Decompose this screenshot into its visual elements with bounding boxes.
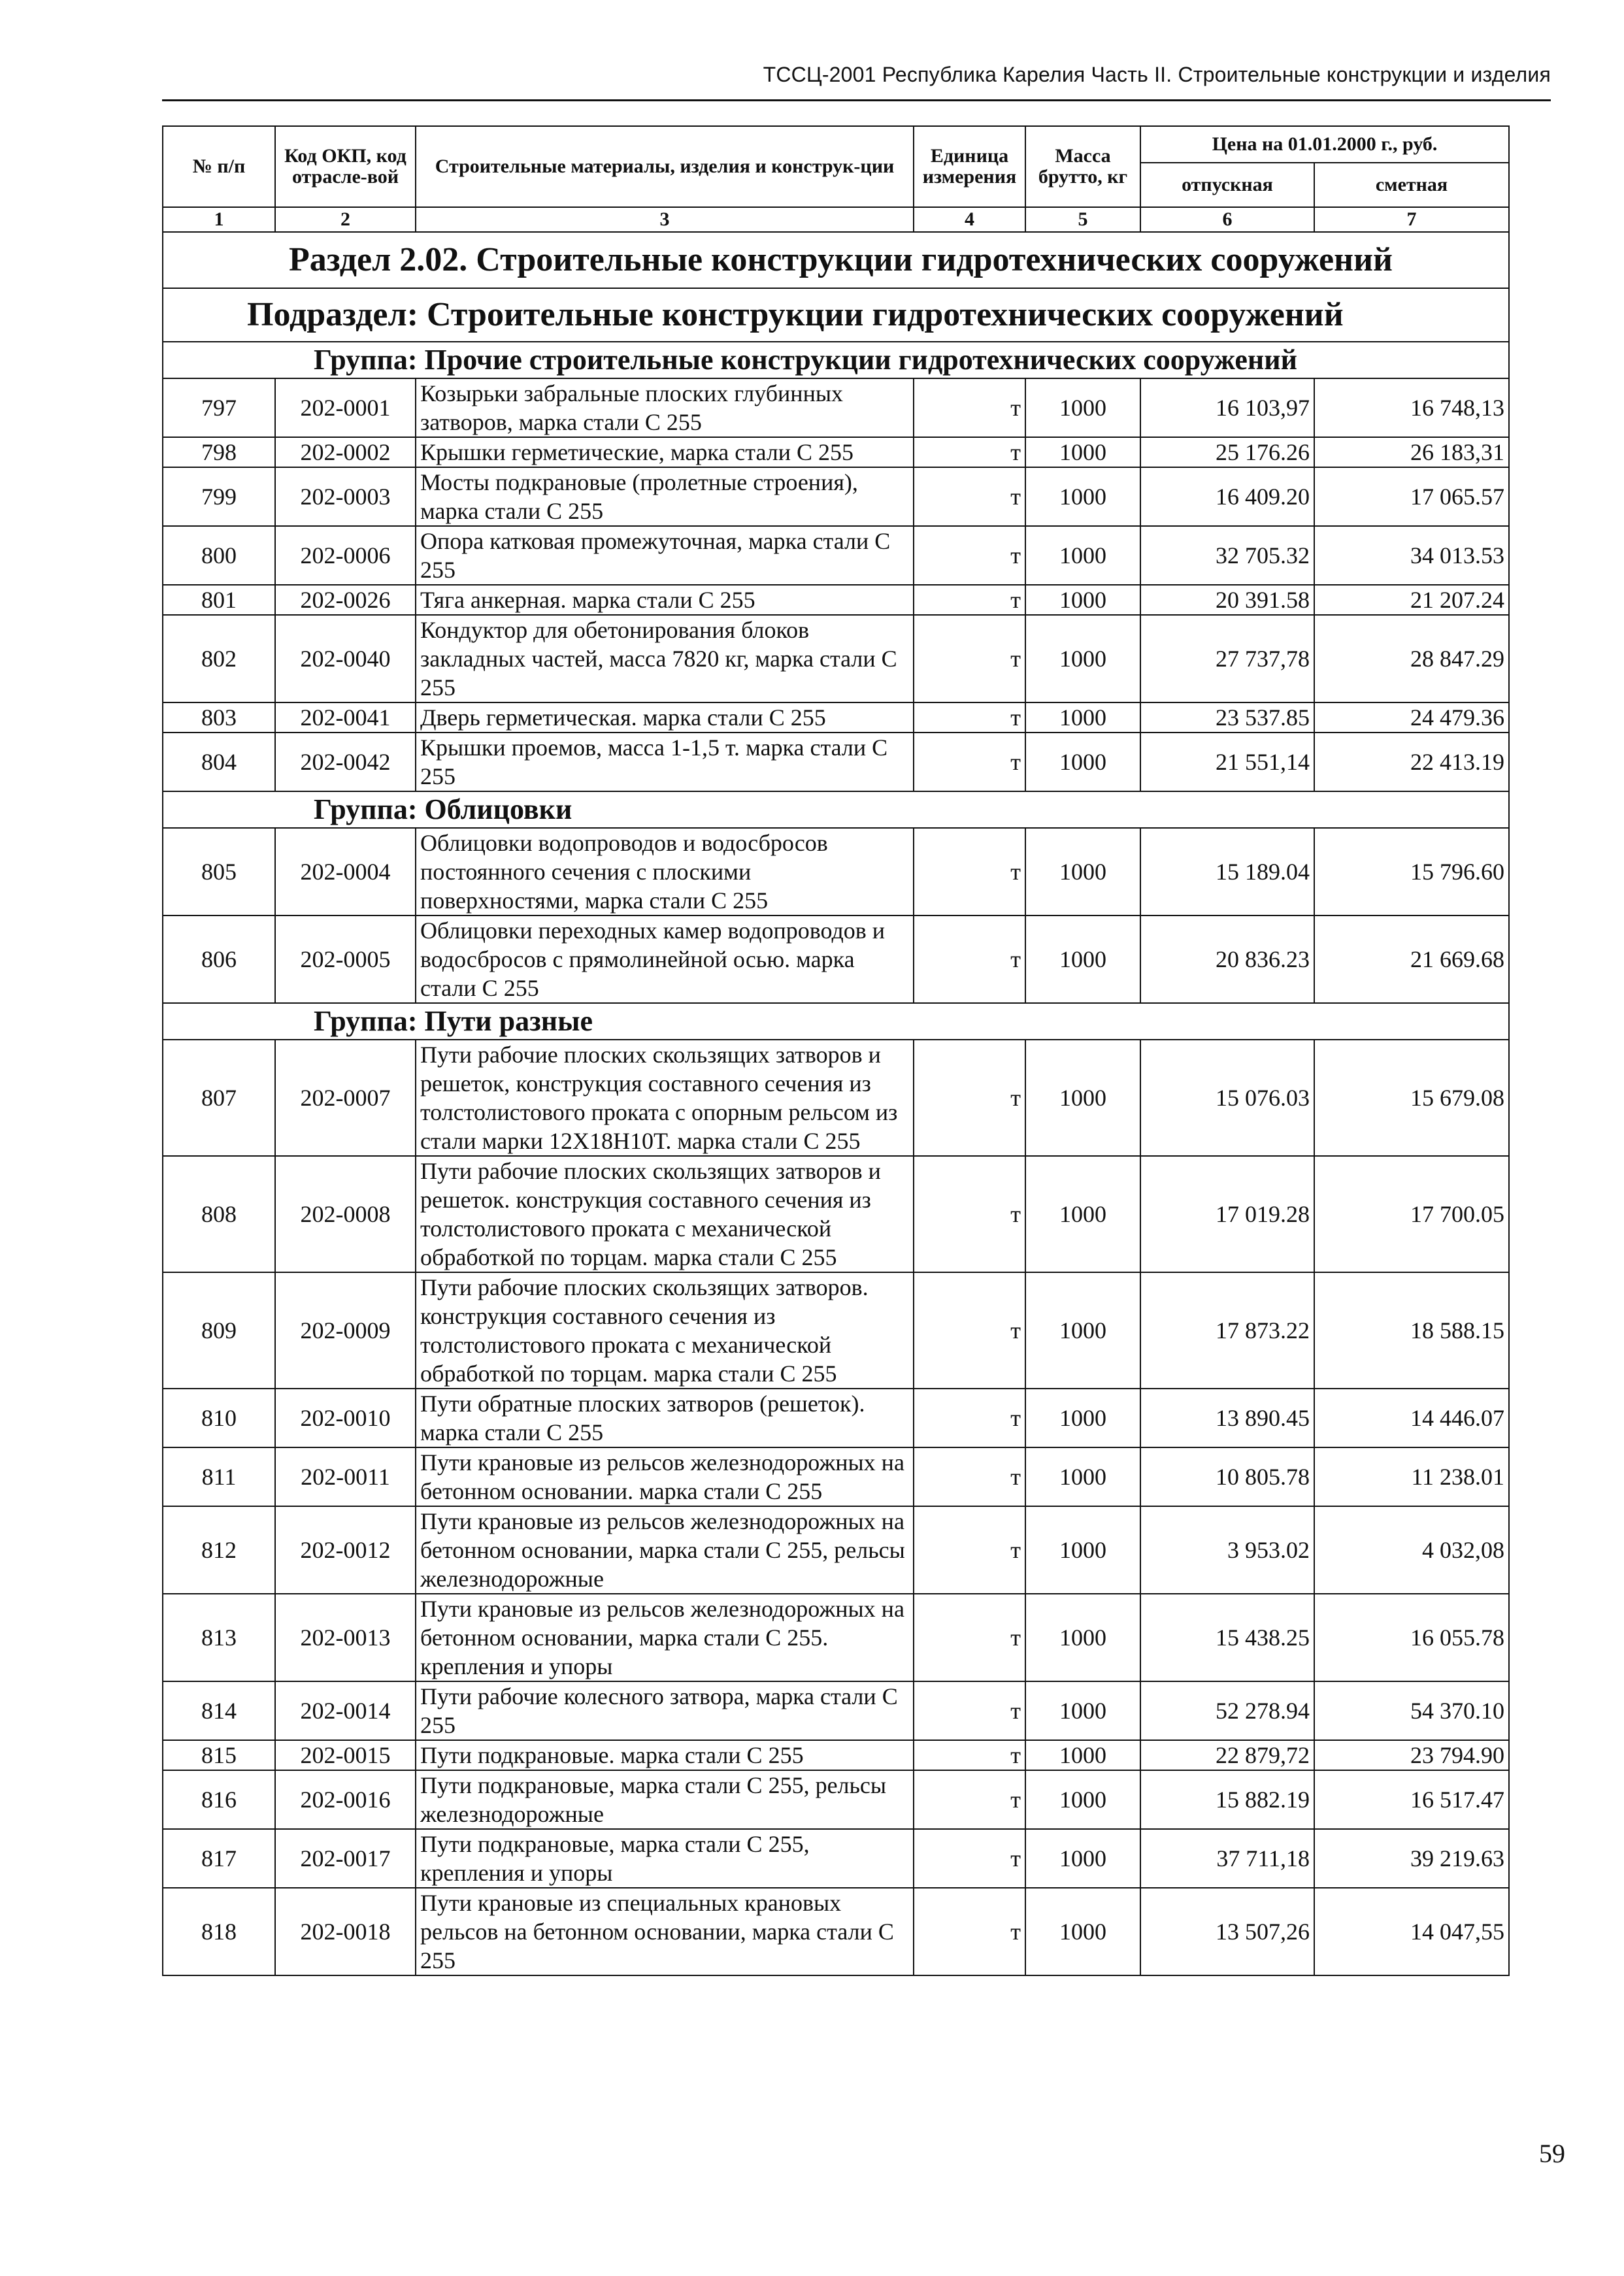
- row-number: 814: [163, 1681, 275, 1740]
- okp-code: 202-0008: [275, 1156, 416, 1272]
- price-release-cell: 17 873.22: [1140, 1272, 1314, 1389]
- okp-code: 202-0002: [275, 437, 416, 467]
- mass-cell: 1000: [1025, 467, 1140, 526]
- item-name: Пути подкрановые. марка стали С 255: [416, 1740, 914, 1770]
- price-release-cell: 15 189.04: [1140, 828, 1314, 915]
- price-estimate-cell: 16 748,13: [1314, 378, 1509, 437]
- price-release-cell: 15 438.25: [1140, 1594, 1314, 1681]
- price-estimate-cell: 28 847.29: [1314, 615, 1509, 702]
- col-header-mass: Масса брутто, кг: [1025, 126, 1140, 207]
- row-number: 815: [163, 1740, 275, 1770]
- table-row: [163, 1447, 1509, 1506]
- group-title: Группа: Прочие строительные конструкции гидротехнических сооружений: [163, 342, 1509, 378]
- price-estimate-cell: 14 047,55: [1314, 1888, 1509, 1975]
- price-table: [162, 125, 1510, 1976]
- okp-code: 202-0040: [275, 615, 416, 702]
- mass-cell: 1000: [1025, 615, 1140, 702]
- table-row: [163, 915, 1509, 1003]
- mass-cell: 1000: [1025, 1770, 1140, 1829]
- price-estimate-cell: 24 479.36: [1314, 702, 1509, 733]
- mass-cell: 1000: [1025, 1506, 1140, 1594]
- price-release-cell: 25 176.26: [1140, 437, 1314, 467]
- item-name: Пути рабочие плоских скользящих затворов. конструкция составного сечения из толстолистового проката с механической обработкой по торцам. марка стали С 255: [416, 1272, 914, 1389]
- price-release-cell: 10 805.78: [1140, 1447, 1314, 1506]
- price-estimate-cell: 18 588.15: [1314, 1272, 1509, 1389]
- okp-code: 202-0016: [275, 1770, 416, 1829]
- mass-cell: 1000: [1025, 1272, 1140, 1389]
- table-row: [163, 733, 1509, 791]
- item-name: Тяга анкерная. марка стали С 255: [416, 585, 914, 615]
- price-release-cell: 16 409.20: [1140, 467, 1314, 526]
- unit-cell: т: [914, 1156, 1025, 1272]
- row-number: 808: [163, 1156, 275, 1272]
- col-header-price-estimate: сметная: [1314, 163, 1509, 207]
- price-estimate-cell: 17 700.05: [1314, 1156, 1509, 1272]
- okp-code: 202-0026: [275, 585, 416, 615]
- row-number: 810: [163, 1389, 275, 1447]
- item-name: Пути рабочие плоских скользящих затворов и решеток, конструкция составного сечения из толстолистового проката с опорным рельсом из стали марки 12Х18Н10Т. марка стали С 255: [416, 1040, 914, 1156]
- col-header-name: Строительные материалы, изделия и конструк-ции: [416, 126, 914, 207]
- header-rule: [162, 99, 1551, 101]
- row-number: 813: [163, 1594, 275, 1681]
- item-name: Облицовки водопроводов и водосбросов постоянного сечения с плоскими поверхностями, марка стали С 255: [416, 828, 914, 915]
- okp-code: 202-0003: [275, 467, 416, 526]
- row-number: 804: [163, 733, 275, 791]
- row-number: 817: [163, 1829, 275, 1888]
- table-row: [163, 702, 1509, 733]
- okp-code: 202-0001: [275, 378, 416, 437]
- row-number: 800: [163, 526, 275, 585]
- price-release-cell: 3 953.02: [1140, 1506, 1314, 1594]
- item-name: Пути обратные плоских затворов (решеток). марка стали С 255: [416, 1389, 914, 1447]
- table-row: [163, 1389, 1509, 1447]
- mass-cell: 1000: [1025, 437, 1140, 467]
- okp-code: 202-0014: [275, 1681, 416, 1740]
- row-number: 805: [163, 828, 275, 915]
- table-row: [163, 1681, 1509, 1740]
- okp-code: 202-0042: [275, 733, 416, 791]
- okp-code: 202-0015: [275, 1740, 416, 1770]
- price-estimate-cell: 11 238.01: [1314, 1447, 1509, 1506]
- row-number: 809: [163, 1272, 275, 1389]
- page-number: 59: [1539, 2139, 1565, 2168]
- price-estimate-cell: 23 794.90: [1314, 1740, 1509, 1770]
- group-row: [163, 1003, 1509, 1040]
- table-row: [163, 437, 1509, 467]
- item-name: Пути крановые из рельсов железнодорожных на бетонном основании. марка стали С 255: [416, 1447, 914, 1506]
- price-release-cell: 21 551,14: [1140, 733, 1314, 791]
- table-row: [163, 1040, 1509, 1156]
- col-number: 6: [1140, 207, 1314, 232]
- table-row: [163, 378, 1509, 437]
- okp-code: 202-0009: [275, 1272, 416, 1389]
- row-number: 797: [163, 378, 275, 437]
- table-body: [163, 232, 1509, 1975]
- col-header-price-group: Цена на 01.01.2000 г., руб.: [1140, 126, 1509, 163]
- okp-code: 202-0004: [275, 828, 416, 915]
- price-release-cell: 32 705.32: [1140, 526, 1314, 585]
- price-release-cell: 16 103,97: [1140, 378, 1314, 437]
- unit-cell: т: [914, 702, 1025, 733]
- unit-cell: т: [914, 1770, 1025, 1829]
- table-row: [163, 1770, 1509, 1829]
- item-name: Крышки герметические, марка стали С 255: [416, 437, 914, 467]
- row-number: 801: [163, 585, 275, 615]
- item-name: Крышки проемов, масса 1-1,5 т. марка стали С 255: [416, 733, 914, 791]
- table-row: [163, 467, 1509, 526]
- mass-cell: 1000: [1025, 1389, 1140, 1447]
- unit-cell: т: [914, 615, 1025, 702]
- item-name: Дверь герметическая. марка стали С 255: [416, 702, 914, 733]
- price-estimate-cell: 21 207.24: [1314, 585, 1509, 615]
- okp-code: 202-0005: [275, 915, 416, 1003]
- price-release-cell: 15 076.03: [1140, 1040, 1314, 1156]
- unit-cell: т: [914, 1040, 1025, 1156]
- unit-cell: т: [914, 1272, 1025, 1389]
- price-estimate-cell: 15 679.08: [1314, 1040, 1509, 1156]
- price-release-cell: 20 836.23: [1140, 915, 1314, 1003]
- mass-cell: 1000: [1025, 733, 1140, 791]
- item-name: Пути подкрановые, марка стали С 255, крепления и упоры: [416, 1829, 914, 1888]
- table-row: [163, 585, 1509, 615]
- row-number: 806: [163, 915, 275, 1003]
- col-number: 7: [1314, 207, 1509, 232]
- unit-cell: т: [914, 1447, 1025, 1506]
- unit-cell: т: [914, 1506, 1025, 1594]
- table-row: [163, 526, 1509, 585]
- item-name: Кондуктор для обетонирования блоков закладных частей, масса 7820 кг, марка стали С 255: [416, 615, 914, 702]
- mass-cell: 1000: [1025, 828, 1140, 915]
- unit-cell: т: [914, 1740, 1025, 1770]
- unit-cell: т: [914, 1829, 1025, 1888]
- unit-cell: т: [914, 437, 1025, 467]
- unit-cell: т: [914, 467, 1025, 526]
- okp-code: 202-0041: [275, 702, 416, 733]
- row-number: 798: [163, 437, 275, 467]
- item-name: Пути рабочие колесного затвора, марка стали С 255: [416, 1681, 914, 1740]
- price-release-cell: 17 019.28: [1140, 1156, 1314, 1272]
- unit-cell: т: [914, 1389, 1025, 1447]
- price-estimate-cell: 26 183,31: [1314, 437, 1509, 467]
- okp-code: 202-0018: [275, 1888, 416, 1975]
- unit-cell: т: [914, 526, 1025, 585]
- item-name: Пути крановые из рельсов железнодорожных на бетонном основании, марка стали С 255, рельсы железнодорожные: [416, 1506, 914, 1594]
- col-header-code: Код ОКП, код отрасле-вой: [275, 126, 416, 207]
- mass-cell: 1000: [1025, 1888, 1140, 1975]
- group-title: Группа: Пути разные: [163, 1003, 1509, 1040]
- price-release-cell: 22 879,72: [1140, 1740, 1314, 1770]
- price-release-cell: 13 890.45: [1140, 1389, 1314, 1447]
- okp-code: 202-0006: [275, 526, 416, 585]
- price-release-cell: 15 882.19: [1140, 1770, 1314, 1829]
- price-estimate-cell: 17 065.57: [1314, 467, 1509, 526]
- item-name: Пути рабочие плоских скользящих затворов и решеток. конструкция составного сечения из толстолистового проката с механической обработкой по торцам. марка стали С 255: [416, 1156, 914, 1272]
- price-release-cell: 13 507,26: [1140, 1888, 1314, 1975]
- price-release-cell: 52 278.94: [1140, 1681, 1314, 1740]
- mass-cell: 1000: [1025, 1447, 1140, 1506]
- okp-code: 202-0012: [275, 1506, 416, 1594]
- group-title: Группа: Облицовки: [163, 791, 1509, 828]
- unit-cell: т: [914, 585, 1025, 615]
- table-header: [163, 126, 1509, 232]
- table-row: [163, 1506, 1509, 1594]
- row-number: 812: [163, 1506, 275, 1594]
- row-number: 811: [163, 1447, 275, 1506]
- mass-cell: 1000: [1025, 1829, 1140, 1888]
- unit-cell: т: [914, 733, 1025, 791]
- item-name: Опора катковая промежуточная, марка стали С 255: [416, 526, 914, 585]
- table-row: [163, 1156, 1509, 1272]
- table-row: [163, 1594, 1509, 1681]
- okp-code: 202-0007: [275, 1040, 416, 1156]
- price-estimate-cell: 14 446.07: [1314, 1389, 1509, 1447]
- row-number: 799: [163, 467, 275, 526]
- price-estimate-cell: 4 032,08: [1314, 1506, 1509, 1594]
- item-name: Пути крановые из рельсов железнодорожных на бетонном основании, марка стали С 255. крепления и упоры: [416, 1594, 914, 1681]
- row-number: 818: [163, 1888, 275, 1975]
- subsection-title: Подраздел: Строительные конструкции гидротехнических сооружений: [163, 288, 1509, 342]
- mass-cell: 1000: [1025, 526, 1140, 585]
- item-name: Мосты подкрановые (пролетные строения), марка стали С 255: [416, 467, 914, 526]
- price-estimate-cell: 54 370.10: [1314, 1681, 1509, 1740]
- unit-cell: т: [914, 378, 1025, 437]
- mass-cell: 1000: [1025, 378, 1140, 437]
- okp-code: 202-0011: [275, 1447, 416, 1506]
- row-number: 802: [163, 615, 275, 702]
- table-row: [163, 615, 1509, 702]
- row-number: 807: [163, 1040, 275, 1156]
- table-row: [163, 828, 1509, 915]
- okp-code: 202-0010: [275, 1389, 416, 1447]
- price-estimate-cell: 34 013.53: [1314, 526, 1509, 585]
- price-release-cell: 20 391.58: [1140, 585, 1314, 615]
- price-estimate-cell: 39 219.63: [1314, 1829, 1509, 1888]
- col-header-no: № п/п: [163, 126, 275, 207]
- unit-cell: т: [914, 828, 1025, 915]
- row-number: 803: [163, 702, 275, 733]
- price-estimate-cell: 16 055.78: [1314, 1594, 1509, 1681]
- table-row: [163, 1829, 1509, 1888]
- mass-cell: 1000: [1025, 915, 1140, 1003]
- unit-cell: т: [914, 915, 1025, 1003]
- price-release-cell: 23 537.85: [1140, 702, 1314, 733]
- group-row: [163, 342, 1509, 378]
- section-title: Раздел 2.02. Строительные конструкции гидротехнических сооружений: [163, 232, 1509, 288]
- item-name: Пути подкрановые, марка стали С 255, рельсы железнодорожные: [416, 1770, 914, 1829]
- group-row: [163, 791, 1509, 828]
- mass-cell: 1000: [1025, 1681, 1140, 1740]
- unit-cell: т: [914, 1681, 1025, 1740]
- col-header-price-release: отпускная: [1140, 163, 1314, 207]
- col-number: 4: [914, 207, 1025, 232]
- table-row: [163, 1740, 1509, 1770]
- mass-cell: 1000: [1025, 1594, 1140, 1681]
- unit-cell: т: [914, 1594, 1025, 1681]
- table-row: [163, 1272, 1509, 1389]
- col-number: 2: [275, 207, 416, 232]
- price-estimate-cell: 21 669.68: [1314, 915, 1509, 1003]
- running-header: ТССЦ-2001 Республика Карелия Часть II. Строительные конструкции и изделия: [763, 63, 1551, 86]
- mass-cell: 1000: [1025, 585, 1140, 615]
- item-name: Козырьки забральные плоских глубинных затворов, марка стали С 255: [416, 378, 914, 437]
- item-name: Облицовки переходных камер водопроводов и водосбросов с прямолинейной осью. марка стали С 255: [416, 915, 914, 1003]
- col-number: 1: [163, 207, 275, 232]
- col-number: 3: [416, 207, 914, 232]
- mass-cell: 1000: [1025, 1156, 1140, 1272]
- table-row: [163, 1888, 1509, 1975]
- price-release-cell: 27 737,78: [1140, 615, 1314, 702]
- item-name: Пути крановые из специальных крановых рельсов на бетонном основании, марка стали С 255: [416, 1888, 914, 1975]
- col-number: 5: [1025, 207, 1140, 232]
- col-header-unit: Единица измерения: [914, 126, 1025, 207]
- unit-cell: т: [914, 1888, 1025, 1975]
- price-estimate-cell: 15 796.60: [1314, 828, 1509, 915]
- price-estimate-cell: 22 413.19: [1314, 733, 1509, 791]
- row-number: 816: [163, 1770, 275, 1829]
- okp-code: 202-0017: [275, 1829, 416, 1888]
- price-release-cell: 37 711,18: [1140, 1829, 1314, 1888]
- mass-cell: 1000: [1025, 1740, 1140, 1770]
- mass-cell: 1000: [1025, 702, 1140, 733]
- mass-cell: 1000: [1025, 1040, 1140, 1156]
- price-estimate-cell: 16 517.47: [1314, 1770, 1509, 1829]
- okp-code: 202-0013: [275, 1594, 416, 1681]
